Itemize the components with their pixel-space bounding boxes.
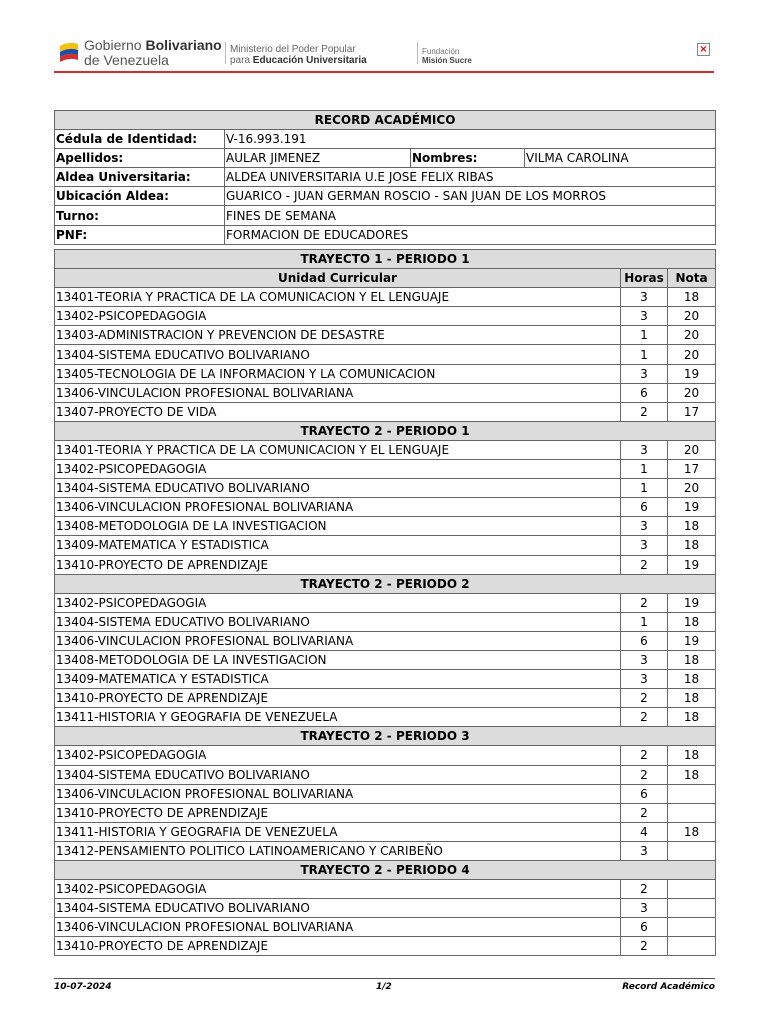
pnf-label: PNF:	[55, 225, 225, 244]
unidad-curricular-cell: 13406-VINCULACION PROFESIONAL BOLIVARIANA	[55, 498, 621, 517]
aldea-value: ALDEA UNIVERSITARIA U.E JOSE FELIX RIBAS	[225, 168, 716, 187]
nota-cell: 18	[668, 708, 716, 727]
nota-cell: 18	[668, 288, 716, 307]
government-logo-text: Gobierno Bolivariano de Venezuela	[84, 37, 222, 68]
nota-cell	[668, 784, 716, 803]
nota-cell: 18	[668, 670, 716, 689]
table-row	[55, 899, 716, 918]
unidad-curricular-cell: 13404-SISTEMA EDUCATIVO BOLIVARIANO	[55, 345, 621, 364]
grades-body	[55, 250, 716, 956]
unidad-curricular-cell: 13402-PSICOPEDAGOGIA	[55, 880, 621, 899]
horas-cell: 3	[621, 440, 668, 459]
table-row	[55, 460, 716, 479]
table-row	[55, 650, 716, 669]
table-row	[55, 670, 716, 689]
horas-cell: 2	[621, 880, 668, 899]
unidad-curricular-cell: 13404-SISTEMA EDUCATIVO BOLIVARIANO	[55, 479, 621, 498]
nota-cell: 19	[668, 364, 716, 383]
table-row	[55, 822, 716, 841]
unidad-curricular-cell: 13401-TEORIA Y PRACTICA DE LA COMUNICACION Y EL LENGUAJE	[55, 288, 621, 307]
column-nota: Nota	[668, 269, 716, 288]
unidad-curricular-cell: 13410-PROYECTO DE APRENDIZAJE	[55, 937, 621, 956]
table-row	[55, 784, 716, 803]
nota-cell: 19	[668, 593, 716, 612]
horas-cell: 6	[621, 498, 668, 517]
period-header-row	[55, 421, 716, 440]
table-row	[55, 708, 716, 727]
horas-cell: 3	[621, 650, 668, 669]
horas-cell: 3	[621, 364, 668, 383]
unidad-curricular-cell: 13409-MATEMATICA Y ESTADISTICA	[55, 670, 621, 689]
student-info-table	[54, 110, 716, 245]
ubicacion-label: Ubicación Aldea:	[55, 187, 225, 206]
grades-table	[54, 249, 716, 956]
period-title: TRAYECTO 2 - PERIODO 4	[55, 861, 716, 880]
period-title: TRAYECTO 2 - PERIODO 2	[55, 574, 716, 593]
unidad-curricular-cell: 13410-PROYECTO DE APRENDIZAJE	[55, 555, 621, 574]
table-row	[55, 383, 716, 402]
nota-cell: 20	[668, 479, 716, 498]
pnf-value: FORMACION DE EDUCADORES	[225, 225, 716, 244]
table-row	[55, 536, 716, 555]
apellidos-label: Apellidos:	[55, 149, 225, 168]
horas-cell: 2	[621, 765, 668, 784]
footer-page-number: 1/2	[376, 982, 392, 992]
apellidos-value: AULAR JIMENEZ	[225, 149, 411, 168]
unidad-curricular-cell: 13406-VINCULACION PROFESIONAL BOLIVARIANA	[55, 383, 621, 402]
horas-cell: 6	[621, 918, 668, 937]
turno-value: FINES DE SEMANA	[225, 206, 716, 225]
table-row	[55, 364, 716, 383]
nota-cell: 20	[668, 383, 716, 402]
period-header-row	[55, 727, 716, 746]
page-footer	[54, 978, 715, 994]
header-divider	[417, 42, 418, 64]
nota-cell: 20	[668, 307, 716, 326]
horas-cell: 1	[621, 326, 668, 345]
horas-cell: 2	[621, 402, 668, 421]
unidad-curricular-cell: 13404-SISTEMA EDUCATIVO BOLIVARIANO	[55, 612, 621, 631]
table-row	[55, 918, 716, 937]
header-accent-line	[54, 71, 714, 73]
horas-cell: 6	[621, 631, 668, 650]
unidad-curricular-cell: 13403-ADMINISTRACION Y PREVENCION DE DESASTRE	[55, 326, 621, 345]
unidad-curricular-cell: 13410-PROYECTO DE APRENDIZAJE	[55, 803, 621, 822]
period-title: TRAYECTO 2 - PERIODO 3	[55, 727, 716, 746]
period-title: TRAYECTO 2 - PERIODO 1	[55, 421, 716, 440]
nota-cell: 18	[668, 536, 716, 555]
nota-cell: 18	[668, 689, 716, 708]
horas-cell: 2	[621, 689, 668, 708]
unidad-curricular-cell: 13402-PSICOPEDAGOGIA	[55, 307, 621, 326]
footer-date: 10-07-2024	[54, 982, 112, 992]
footer-doc-title: Record Académico	[622, 982, 715, 992]
nota-cell	[668, 880, 716, 899]
unidad-curricular-cell: 13408-METODOLOGIA DE LA INVESTIGACION	[55, 517, 621, 536]
horas-cell: 1	[621, 460, 668, 479]
venezuela-flag-logo-icon	[58, 40, 80, 62]
header-divider	[225, 42, 226, 64]
unidad-curricular-cell: 13402-PSICOPEDAGOGIA	[55, 460, 621, 479]
nota-cell	[668, 899, 716, 918]
unidad-curricular-cell: 13412-PENSAMIENTO POLITICO LATINOAMERICANO Y CARIBEÑO	[55, 841, 621, 860]
table-row	[55, 288, 716, 307]
column-header-row	[55, 269, 716, 288]
unidad-curricular-cell: 13411-HISTORIA Y GEOGRAFIA DE VENEZUELA	[55, 708, 621, 727]
horas-cell: 1	[621, 612, 668, 631]
period-header-row	[55, 250, 716, 269]
table-row	[55, 402, 716, 421]
horas-cell: 2	[621, 593, 668, 612]
close-button[interactable]: ×	[697, 43, 710, 56]
nota-cell	[668, 937, 716, 956]
nota-cell: 20	[668, 345, 716, 364]
nota-cell: 18	[668, 746, 716, 765]
unidad-curricular-cell: 13406-VINCULACION PROFESIONAL BOLIVARIANA	[55, 784, 621, 803]
column-unidad-curricular: Unidad Curricular	[55, 269, 621, 288]
table-row	[55, 765, 716, 784]
cedula-value: V-16.993.191	[225, 130, 716, 149]
nota-cell: 19	[668, 555, 716, 574]
horas-cell: 3	[621, 841, 668, 860]
table-row	[55, 440, 716, 459]
nota-cell	[668, 918, 716, 937]
unidad-curricular-cell: 13404-SISTEMA EDUCATIVO BOLIVARIANO	[55, 899, 621, 918]
nota-cell: 20	[668, 326, 716, 345]
horas-cell: 1	[621, 345, 668, 364]
horas-cell: 4	[621, 822, 668, 841]
horas-cell: 2	[621, 708, 668, 727]
unidad-curricular-cell: 13406-VINCULACION PROFESIONAL BOLIVARIANA	[55, 918, 621, 937]
nota-cell: 18	[668, 612, 716, 631]
table-row	[55, 555, 716, 574]
horas-cell: 3	[621, 899, 668, 918]
unidad-curricular-cell: 13405-TECNOLOGIA DE LA INFORMACION Y LA COMUNICACION	[55, 364, 621, 383]
nota-cell: 18	[668, 765, 716, 784]
horas-cell: 3	[621, 288, 668, 307]
horas-cell: 3	[621, 517, 668, 536]
horas-cell: 3	[621, 536, 668, 555]
column-horas: Horas	[621, 269, 668, 288]
horas-cell: 1	[621, 479, 668, 498]
foundation-text: Fundación Misión Sucre	[422, 47, 472, 65]
table-row	[55, 803, 716, 822]
nota-cell	[668, 841, 716, 860]
unidad-curricular-cell: 13409-MATEMATICA Y ESTADISTICA	[55, 536, 621, 555]
horas-cell: 2	[621, 803, 668, 822]
turno-label: Turno:	[55, 206, 225, 225]
cedula-label: Cédula de Identidad:	[55, 130, 225, 149]
table-row	[55, 841, 716, 860]
nombres-label: Nombres:	[411, 149, 525, 168]
table-row	[55, 612, 716, 631]
table-row	[55, 880, 716, 899]
horas-cell: 6	[621, 784, 668, 803]
period-title: TRAYECTO 1 - PERIODO 1	[55, 250, 716, 269]
nota-cell: 20	[668, 440, 716, 459]
table-row	[55, 631, 716, 650]
unidad-curricular-cell: 13406-VINCULACION PROFESIONAL BOLIVARIANA	[55, 631, 621, 650]
ubicacion-value: GUARICO - JUAN GERMAN ROSCIO - SAN JUAN DE LOS MORROS	[225, 187, 716, 206]
period-header-row	[55, 574, 716, 593]
nota-cell: 18	[668, 517, 716, 536]
unidad-curricular-cell: 13402-PSICOPEDAGOGIA	[55, 746, 621, 765]
table-row	[55, 593, 716, 612]
table-row	[55, 498, 716, 517]
unidad-curricular-cell: 13401-TEORIA Y PRACTICA DE LA COMUNICACION Y EL LENGUAJE	[55, 440, 621, 459]
horas-cell: 3	[621, 670, 668, 689]
nombres-value: VILMA CAROLINA	[525, 149, 716, 168]
nota-cell: 18	[668, 822, 716, 841]
unidad-curricular-cell: 13411-HISTORIA Y GEOGRAFIA DE VENEZUELA	[55, 822, 621, 841]
table-row	[55, 937, 716, 956]
unidad-curricular-cell: 13410-PROYECTO DE APRENDIZAJE	[55, 689, 621, 708]
horas-cell: 3	[621, 307, 668, 326]
aldea-label: Aldea Universitaria:	[55, 168, 225, 187]
ministry-text: Ministerio del Poder Popular para Educación Universitaria	[230, 44, 367, 66]
unidad-curricular-cell: 13408-METODOLOGIA DE LA INVESTIGACION	[55, 650, 621, 669]
unidad-curricular-cell: 13407-PROYECTO DE VIDA	[55, 402, 621, 421]
table-row	[55, 326, 716, 345]
nota-cell: 17	[668, 460, 716, 479]
page-header	[54, 36, 714, 74]
nota-cell: 19	[668, 498, 716, 517]
horas-cell: 6	[621, 383, 668, 402]
nota-cell: 17	[668, 402, 716, 421]
horas-cell: 2	[621, 937, 668, 956]
table-row	[55, 746, 716, 765]
unidad-curricular-cell: 13404-SISTEMA EDUCATIVO BOLIVARIANO	[55, 765, 621, 784]
table-row	[55, 345, 716, 364]
horas-cell: 2	[621, 555, 668, 574]
table-row	[55, 689, 716, 708]
table-row	[55, 479, 716, 498]
nota-cell	[668, 803, 716, 822]
table-row	[55, 307, 716, 326]
record-title: RECORD ACADÉMICO	[55, 111, 716, 130]
unidad-curricular-cell: 13402-PSICOPEDAGOGIA	[55, 593, 621, 612]
nota-cell: 18	[668, 650, 716, 669]
nota-cell: 19	[668, 631, 716, 650]
table-row	[55, 517, 716, 536]
horas-cell: 2	[621, 746, 668, 765]
period-header-row	[55, 861, 716, 880]
